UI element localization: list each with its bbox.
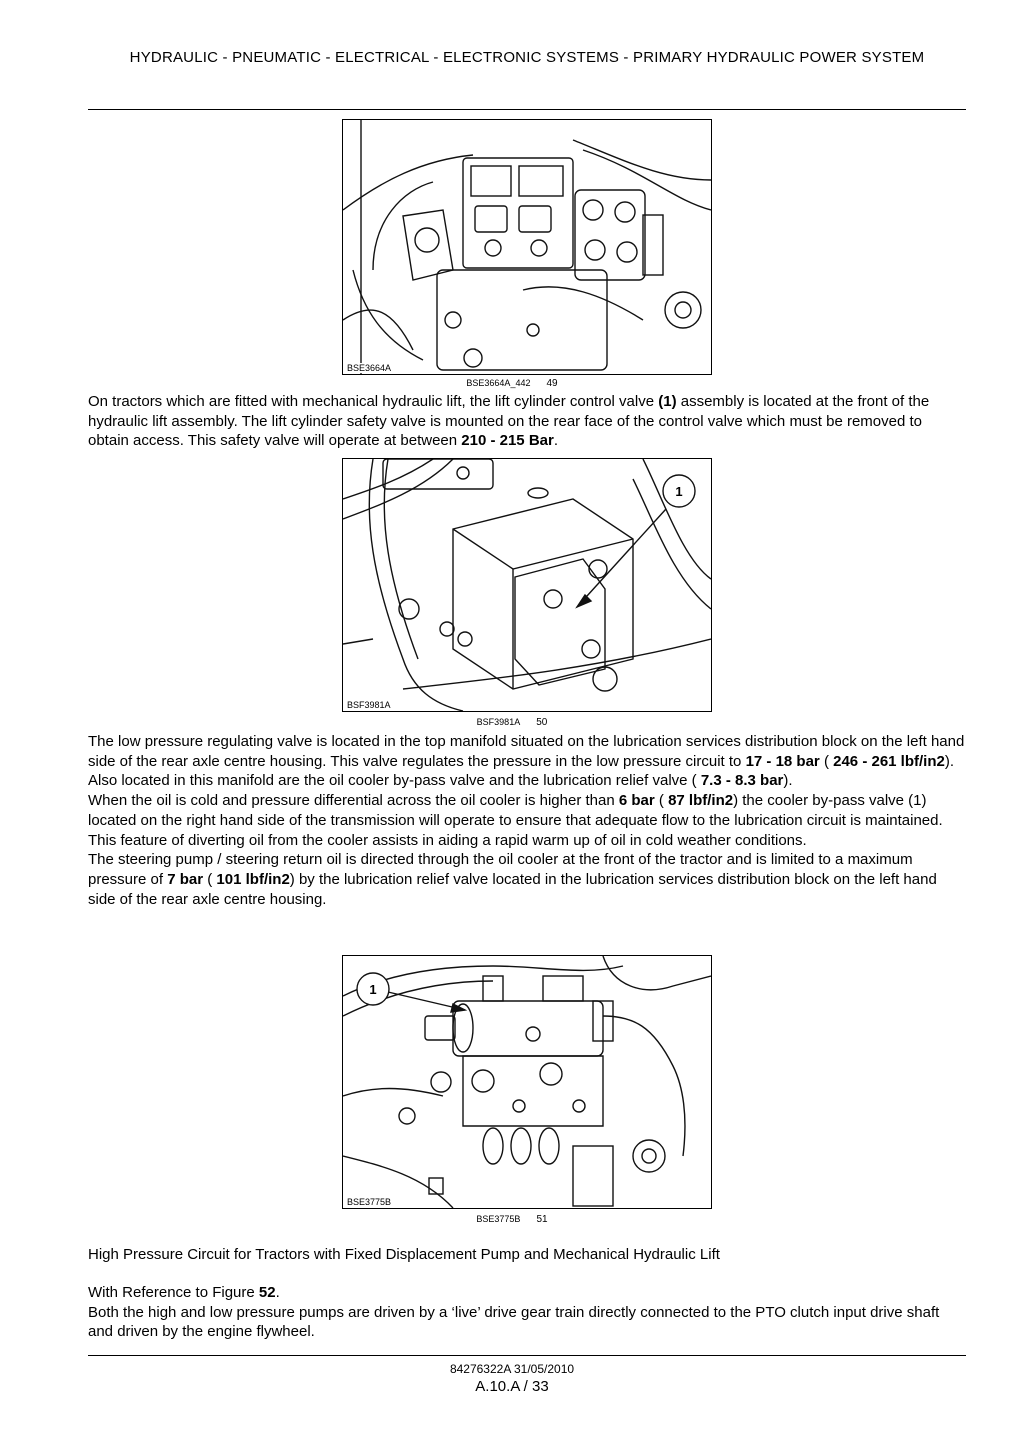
figure-49-illustration <box>342 119 712 375</box>
figure-image-code: BSF3981A <box>347 700 391 710</box>
footer-divider <box>88 1355 966 1356</box>
figure-50-illustration <box>342 458 712 712</box>
text: With Reference to Figure <box>88 1284 259 1301</box>
figure-49-caption <box>0 378 1024 389</box>
figure-number: 49 <box>546 378 558 389</box>
footer-doc-ref: 84276322A 31/05/2010 <box>449 1362 575 1376</box>
bold-value: 17 - 18 bar <box>745 752 820 770</box>
distribution-block-drawing <box>343 956 711 1208</box>
text: ( <box>203 870 217 888</box>
paragraph-control-valve <box>88 392 966 451</box>
page-header-title: HYDRAULIC - PNEUMATIC - ELECTRICAL - ELECTRONIC SYSTEMS - PRIMARY HYDRAULIC POWER SYSTEM <box>129 49 925 66</box>
footer-page-number: A.10.A / 33 <box>475 1378 549 1395</box>
paragraph-section-heading <box>88 1245 966 1265</box>
paragraph-figure-reference <box>88 1283 966 1342</box>
text: ( <box>654 792 669 810</box>
text: ). <box>783 772 793 790</box>
text: Both the high and low pressure pumps are driven by a ‘live’ drive gear train directly connected to the PTO clutch input drive shaft and driven by the engine flywheel. <box>88 1303 940 1341</box>
figure-number: 50 <box>536 717 548 728</box>
callout-label: 1 <box>369 982 377 997</box>
bold-value: 246 - 261 lbf/in2 <box>833 752 945 770</box>
bold-value: 7.3 - 8.3 bar <box>700 772 784 790</box>
figure-image-code: BSE3775B <box>347 1197 392 1207</box>
bold-value: 6 bar <box>618 792 655 810</box>
figure-caption-ref: BSE3775B <box>476 1214 521 1224</box>
text: The low pressure regulating valve is located in the top manifold situated on the lubrication services distribution block on the left hand side of the rear axle centre housing. This valve regulates the pressure in the low pressure circuit to <box>88 733 965 770</box>
text: ) the cooler by-pass valve (1) located on the right hand side of the transmission will operate to ensure that adequate flow to the lubrication circuit is maintained. This feature of diverting oil from the cooler assists in aiding a rapid warm up of oil in cold weather conditions. <box>88 792 943 849</box>
text: Also located in this manifold are the oil cooler by-pass valve and the lubrication relief valve ( <box>88 772 701 790</box>
hydraulic-lift-valve-drawing <box>343 120 711 374</box>
text: assembly is located at the front of the hydraulic lift assembly. The lift cylinder safety valve is mounted on the rear face of the control valve which must be removed to obtain access. This safety valve will operate at between <box>88 393 930 450</box>
callout-label: 1 <box>675 484 683 499</box>
figure-51-caption <box>0 1214 1024 1225</box>
bold-ref: 52 <box>258 1284 276 1301</box>
text: When the oil is cold and pressure differential across the oil cooler is higher than <box>88 792 619 810</box>
figure-image-code: BSE3664A <box>347 363 392 373</box>
control-valve-drawing <box>343 459 711 711</box>
bold-value: 101 lbf/in2 <box>216 870 290 888</box>
figure-caption-ref: BSF3981A <box>476 717 521 727</box>
figure-caption-ref: BSE3664A_442 <box>466 378 531 388</box>
bold-value: 210 - 215 Bar <box>461 432 554 450</box>
header-divider <box>88 109 966 110</box>
figure-number: 51 <box>536 1214 548 1225</box>
bold-value: 7 bar <box>167 870 204 888</box>
text: ) by the lubrication relief valve located in the lubrication services distribution block on the left hand side of the rear axle centre housing. <box>88 870 937 908</box>
figure-50-caption <box>0 717 1024 728</box>
bold-ref: (1) <box>658 393 677 410</box>
figure-51-illustration <box>342 955 712 1209</box>
bold-value: 87 lbf/in2 <box>668 792 734 810</box>
paragraph-low-pressure <box>88 732 966 909</box>
text: ( <box>819 752 834 770</box>
text: ). <box>944 752 955 770</box>
text: The steering pump / steering return oil is directed through the oil cooler at the front of the tractor and is limited to a maximum pressure of <box>88 851 913 888</box>
text: . <box>553 432 559 450</box>
section-heading: High Pressure Circuit for Tractors with Fixed Displacement Pump and Mechanical Hydraulic Lift <box>88 1246 720 1263</box>
text: . <box>275 1284 280 1301</box>
text: On tractors which are fitted with mechanical hydraulic lift, the lift cylinder control valve <box>88 393 659 410</box>
